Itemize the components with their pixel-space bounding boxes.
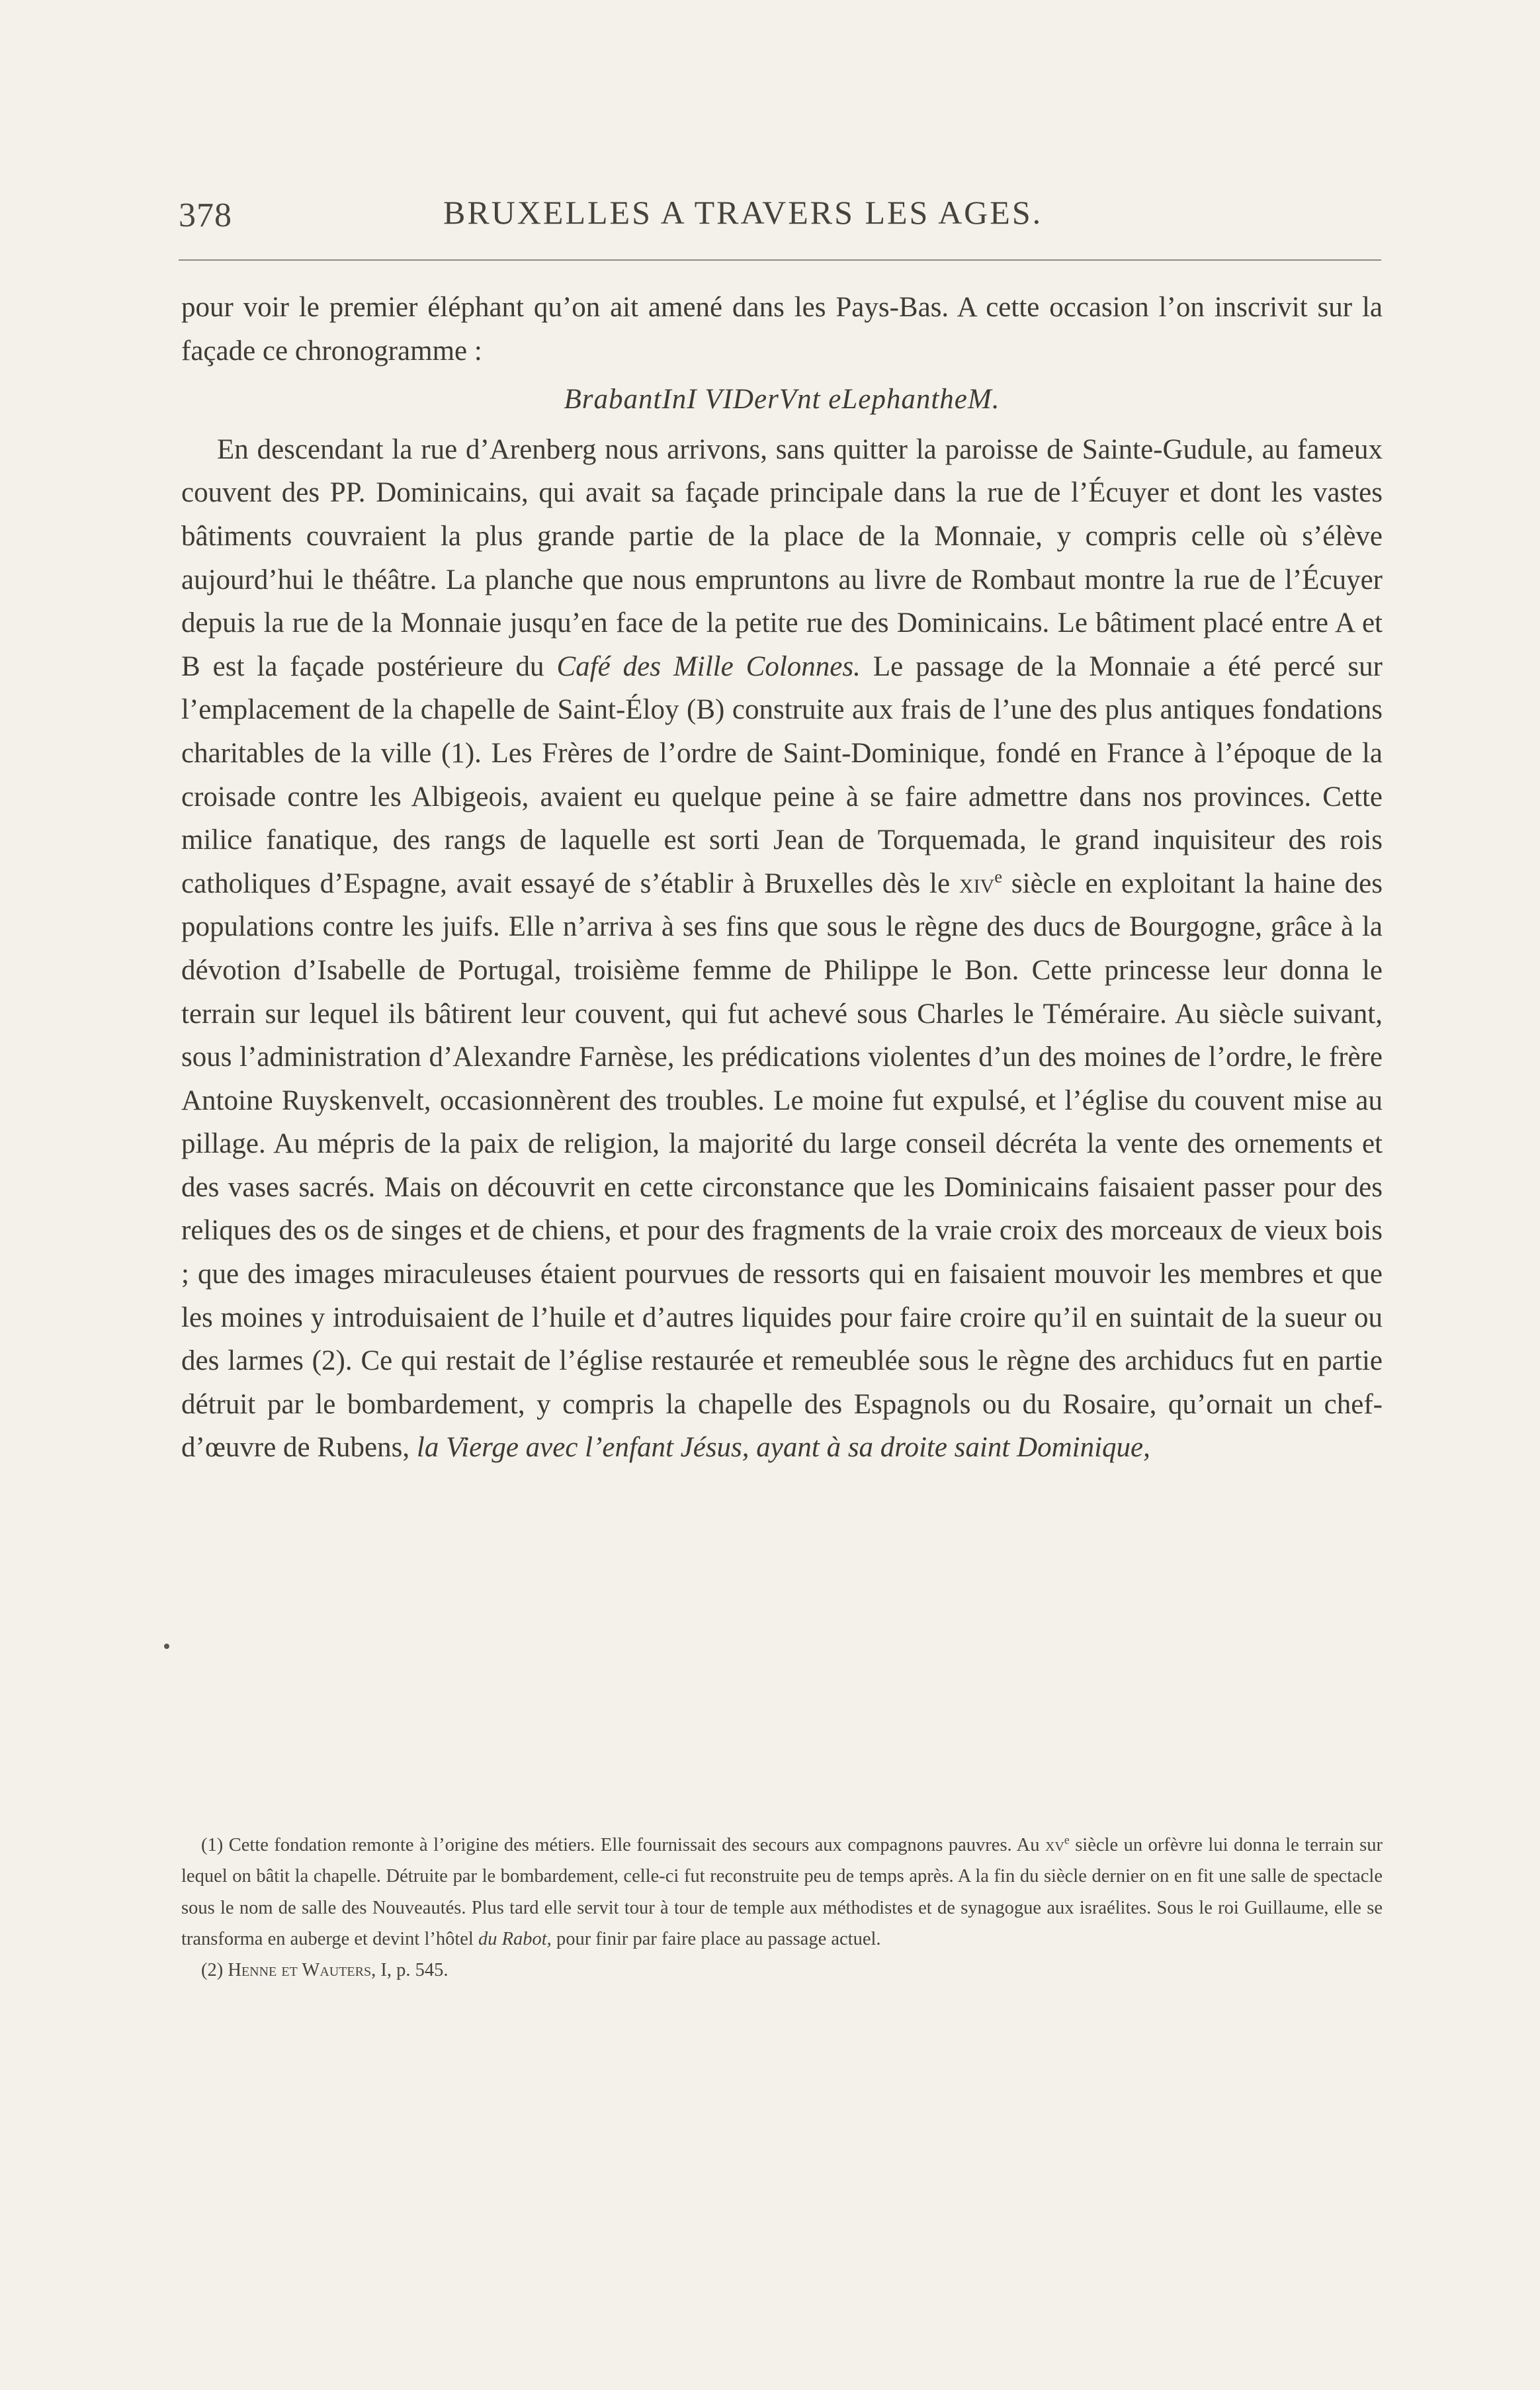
- footnote-1-century: xv: [1045, 1835, 1064, 1855]
- footnotes: [181, 1830, 1383, 1986]
- paragraph-2-part-c: siècle en exploitant la haine des populations contre les juifs. Elle n’arriva à ses fins que sous le règne des ducs de Bourgogne, grâce à la dévotion d’Isabelle de Portugal, troisième femme de Philippe le Bon. Cette princesse leur donna le terrain sur lequel ils bâtirent leur couvent, qui fut achevé sous Charles le Téméraire. Au siècle suivant, sous l’administration d’Alexandre Farnèse, les prédications violentes d’un des moines de l’ordre, le frère Antoine Ruyskenvelt, occasionnèrent des troubles. Le moine fut expulsé, et l’église du couvent mise au pillage. Au mépris de la paix de religion, la majorité du large conseil décréta la vente des ornements et des vases sacrés. Mais on découvrit en cette circonstance que les Dominicains faisaient passer pour des reliques des os de singes et de chiens, et pour des fragments de la vraie croix des morceaux de vieux bois ; que des images miraculeuses étaient pourvues de ressorts qui en faisaient mouvoir les membres et que les moines y introduisaient de l’huile et d’autres liquides pour faire croire qu’il en suintait de la sueur ou des larmes (2). Ce qui restait de l’église restaurée et remeublée sous le règne des archiducs fut en partie détruit par le bombardement, y compris la chapelle des Espagnols ou du Rosaire, qu’ornait un chef-d’œuvre de Rubens,: [181, 867, 1383, 1464]
- footnote-1-part-b: siècle un orfèvre lui donna le terrain sur lequel on bâtit la chapelle. Détruite par le bombardement, celle-ci fut reconstruite peu de temps après. A la fin du siècle dernier on en fit une salle de spectacle sous le nom de salle des Nouveautés. Plus tard elle servit tour à tour de temple aux méthodistes et de synagogue aux israélites. Sous le roi Guillaume, elle se transforma en auberge et devint l’hôtel: [181, 1835, 1383, 1949]
- footnote-1: [181, 1830, 1383, 1955]
- paragraph-2-part-a: En descendant la rue d’Arenberg nous arrivons, sans quitter la paroisse de Sainte-Gudule, au fameux couvent des PP. Dominicains, qui avait sa façade principale dans la rue de l’Écuyer et dont les vastes bâtiments couvraient la plus grande partie de la place de la Monnaie, y compris celle où s’élève aujourd’hui le théâtre. La planche que nous empruntons au livre de Rombaut montre la rue de l’Écuyer depuis la rue de la Monnaie jusqu’en face de la petite rue des Dominicains. Le bâtiment placé entre A et B est la façade postérieure du: [181, 433, 1383, 682]
- footnote-1-part-c: pour finir par faire place au passage actuel.: [551, 1928, 881, 1949]
- running-title: BRUXELLES A TRAVERS LES AGES.: [443, 194, 1043, 231]
- paragraph-2: [181, 428, 1383, 1470]
- painting-title: la Vierge avec l’enfant Jésus, ayant à sa droite saint Dominique,: [416, 1432, 1150, 1464]
- page-number: 378: [179, 197, 232, 234]
- footnote-2-part-b: , I, p. 545.: [371, 1960, 449, 1981]
- footnote-1-part-a: (1) Cette fondation remonte à l’origine des métiers. Elle fournissait des secours aux compagnons pauvres. Au: [201, 1835, 1045, 1855]
- header-rule: [179, 259, 1381, 261]
- paragraph-1: pour voir le premier éléphant qu’on ait amené dans les Pays-Bas. A cette occasion l’on inscrivit sur la façade ce chronogramme :: [181, 292, 1383, 367]
- main-text: [181, 286, 1383, 1470]
- century-suffix: e: [994, 866, 1003, 887]
- century-numeral: xiv: [959, 867, 995, 899]
- footnote-1-century-suffix: e: [1064, 1833, 1070, 1847]
- footnote-2: [181, 1955, 1383, 1986]
- page-header: [179, 193, 1381, 246]
- cafe-title: Café des Mille Colonnes.: [556, 650, 861, 682]
- paragraph-2-part-b: Le passage de la Monnaie a été percé sur l’emplacement de la chapelle de Saint-Éloy (B) construite aux frais de l’une des plus antiques fondations charitables de la ville (1). Les Frères de l’ordre de Saint-Dominique, fondé en France à l’époque de la croisade contre les Albigeois, avaient eu quelque peine à se faire admettre dans nos provinces. Cette milice fanatique, des rangs de laquelle est sorti Jean de Torquemada, le grand inquisiteur des rois catholiques d’Espagne, avait essayé de s’établir à Bruxelles dès le: [181, 650, 1383, 899]
- margin-mark: [164, 1644, 169, 1649]
- footnote-2-part-a: (2): [201, 1960, 228, 1981]
- hotel-name: du Rabot,: [478, 1928, 552, 1949]
- chronogram: BrabantInI VIDerVnt eLephantheM.: [564, 384, 1000, 416]
- footnote-2-authors: Henne et Wauters: [228, 1960, 372, 1981]
